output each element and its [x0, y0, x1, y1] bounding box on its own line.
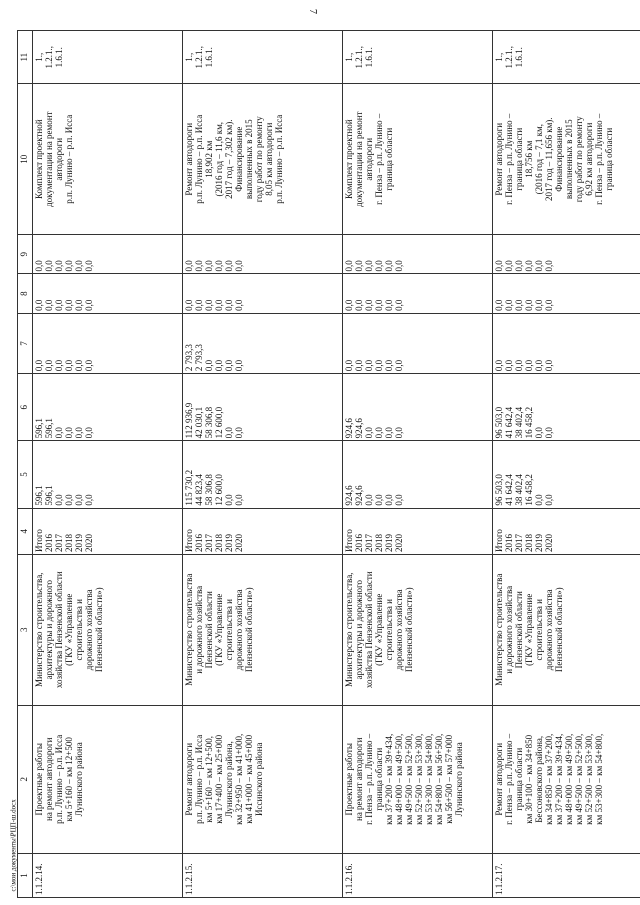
value-cell-c6: 96 503,0 41 642,4 38 402,4 16 458,2 0,0 0,0	[493, 374, 640, 441]
executor: Министерство строительства и дорожного хозяйства Пензенской области (ГКУ «Управление строительства и дорожного хозяйства Пензенской области»)	[183, 554, 343, 705]
document-path-text: c:\мои документы\РЦП-ш.docx	[9, 799, 18, 892]
indicator-ref: 1., 1.2.1., 1.6.1.	[183, 31, 343, 84]
column-header-4: 4	[18, 508, 33, 554]
value-cell-c8: 0,0 0,0 0,0 0,0 0,0 0,0	[343, 274, 493, 313]
expected-result: Ремонт автодороги г. Пенза – р.п. Лунино – граница области 18,756 км (2016 год – 7,1 км, 2017 год – 11,656 км). Финансирование выполненных в 2015 году работ по ремонту 6,92 км автодороги г. Пенза – р.п. Лунино – граница области	[493, 84, 640, 235]
value-cell-c6: 596,1 596,1 0,0 0,0 0,0 0,0	[33, 374, 183, 441]
value-cell-c5: 96 503,0 41 642,4 38 402,4 16 458,2 0,0 0,0	[493, 441, 640, 508]
value-cell-c5: 596,1 596,1 0,0 0,0 0,0 0,0	[33, 441, 183, 508]
column-header-8: 8	[18, 274, 33, 313]
executor: Министерство строительства, архитектуры и дорожного хозяйства Пензенской области (ГКУ «Управление строительства и дорожного хозяйства Пензенской области»)	[343, 554, 493, 705]
column-header-1: 1	[18, 853, 33, 897]
value-cell-c9: 0,0 0,0 0,0 0,0 0,0 0,0	[33, 235, 183, 274]
table-row	[343, 31, 493, 898]
rotated-table-area	[17, 30, 640, 895]
value-cell-c7: 0,0 0,0 0,0 0,0 0,0 0,0	[33, 313, 183, 373]
column-header-2: 2	[18, 705, 33, 853]
row-number: 1.1.2.15.	[183, 853, 343, 897]
years-cell: Итого 2016 2017 2018 2019 2020	[183, 508, 343, 554]
document-path	[6, 800, 20, 895]
table-row	[183, 31, 343, 898]
years-cell: Итого 2016 2017 2018 2019 2020	[343, 508, 493, 554]
expected-result: Комплект проектной документации на ремонт автодороги г. Пенза – р.п. Лунино – граница области	[343, 84, 493, 235]
indicator-ref: 1., 1.2.1., 1.6.1.	[33, 31, 183, 84]
executor: Министерство строительства, архитектуры и дорожного хозяйства Пензенской области (ГКУ «Управление строительства и дорожного хозяйства Пензенской области»)	[33, 554, 183, 705]
value-cell-c6: 112 936,9 42 030,1 58 306,8 12 600,0 0,0 0,0	[183, 374, 343, 441]
value-cell-c9: 0,0 0,0 0,0 0,0 0,0 0,0	[343, 235, 493, 274]
value-cell-c9: 0,0 0,0 0,0 0,0 0,0 0,0	[183, 235, 343, 274]
row-number: 1.1.2.16.	[343, 853, 493, 897]
column-header-10: 10	[18, 84, 33, 235]
column-header-6: 6	[18, 374, 33, 441]
executor: Министерство строительства и дорожного хозяйства Пензенской области (ГКУ «Управление строительства и дорожного хозяйства Пензенской области»)	[493, 554, 640, 705]
column-header-11: 11	[18, 31, 33, 84]
page-number: 7	[307, 9, 318, 14]
column-header-7: 7	[18, 313, 33, 373]
years-cell: Итого 2016 2017 2018 2019 2020	[33, 508, 183, 554]
table-row	[33, 31, 183, 898]
value-cell-c5: 115 730,2 44 823,4 58 306,8 12 600,0 0,0 0,0	[183, 441, 343, 508]
expected-result: Ремонт автодороги р.п. Лунино – р.п. Исса 18,902 км (2016 год – 11,6 км, 2017 год – 7,302 км). Финансирование выполненных в 2015 году работ по ремонту 8,05 км автодороги р.п. Лунино – р.п. Исса	[183, 84, 343, 235]
activity-name: Ремонт автодороги р.п. Лунино – р.п. Исса км 5+160 – км 12+500, км 17+400 – км 25+000 Лунинского района, км 32+950 – км 41+000, км 41+000 – км 45+000 Иссинского района	[183, 705, 343, 853]
expected-result: Комплект проектной документации на ремонт автодороги р.п. Лунино – р.п. Исса	[33, 84, 183, 235]
indicator-ref: 1., 1.2.1., 1.6.1.	[493, 31, 640, 84]
indicator-ref: 1., 1.2.1., 1.6.1.	[343, 31, 493, 84]
column-header-3: 3	[18, 554, 33, 705]
value-cell-c8: 0,0 0,0 0,0 0,0 0,0 0,0	[183, 274, 343, 313]
value-cell-c7: 0,0 0,0 0,0 0,0 0,0 0,0	[343, 313, 493, 373]
value-cell-c9: 0,0 0,0 0,0 0,0 0,0 0,0	[493, 235, 640, 274]
value-cell-c5: 924,6 924,6 0,0 0,0 0,0 0,0	[343, 441, 493, 508]
years-cell: Итого 2016 2017 2018 2019 2020	[493, 508, 640, 554]
row-number: 1.1.2.17.	[493, 853, 640, 897]
value-cell-c8: 0,0 0,0 0,0 0,0 0,0 0,0	[33, 274, 183, 313]
value-cell-c6: 924,6 924,6 0,0 0,0 0,0 0,0	[343, 374, 493, 441]
activity-name: Ремонт автодороги г. Пенза – р.п. Лунино – граница области км 30+100 – км 34+850 Бессоновского района, км 34+850 – км 37+200, км 37+200 – км 39+434, км 48+000 – км 49+500, км 49+500 – км 52+500, км 52+500 – км 53+300, км 53+300 – км 54+800,	[493, 705, 640, 853]
table-row	[493, 31, 640, 898]
activity-name: Проектные работы на ремонт автодороги р.п. Лунино – р.п. Исса км 5+160 – км 12+500 Лунинского района	[33, 705, 183, 853]
program-table	[17, 30, 640, 898]
value-cell-c8: 0,0 0,0 0,0 0,0 0,0 0,0	[493, 274, 640, 313]
value-cell-c7: 2 793,3 2 793,3 0,0 0,0 0,0 0,0	[183, 313, 343, 373]
header-row	[18, 31, 33, 898]
column-header-9: 9	[18, 235, 33, 274]
value-cell-c7: 0,0 0,0 0,0 0,0 0,0 0,0	[493, 313, 640, 373]
column-header-5: 5	[18, 441, 33, 508]
activity-name: Проектные работы на ремонт автодороги г. Пенза – р.п. Лунино – граница области км 37+200 – км 39+434, км 48+000 – км 49+500, км 49+500 – км 52+500, км 52+500 – км 53+300, км 53+300 – км 54+800, км 54+800 – км 56+500, км 56+500 – км 57+000 Лунинского района	[343, 705, 493, 853]
row-number: 1.1.2.14.	[33, 853, 183, 897]
